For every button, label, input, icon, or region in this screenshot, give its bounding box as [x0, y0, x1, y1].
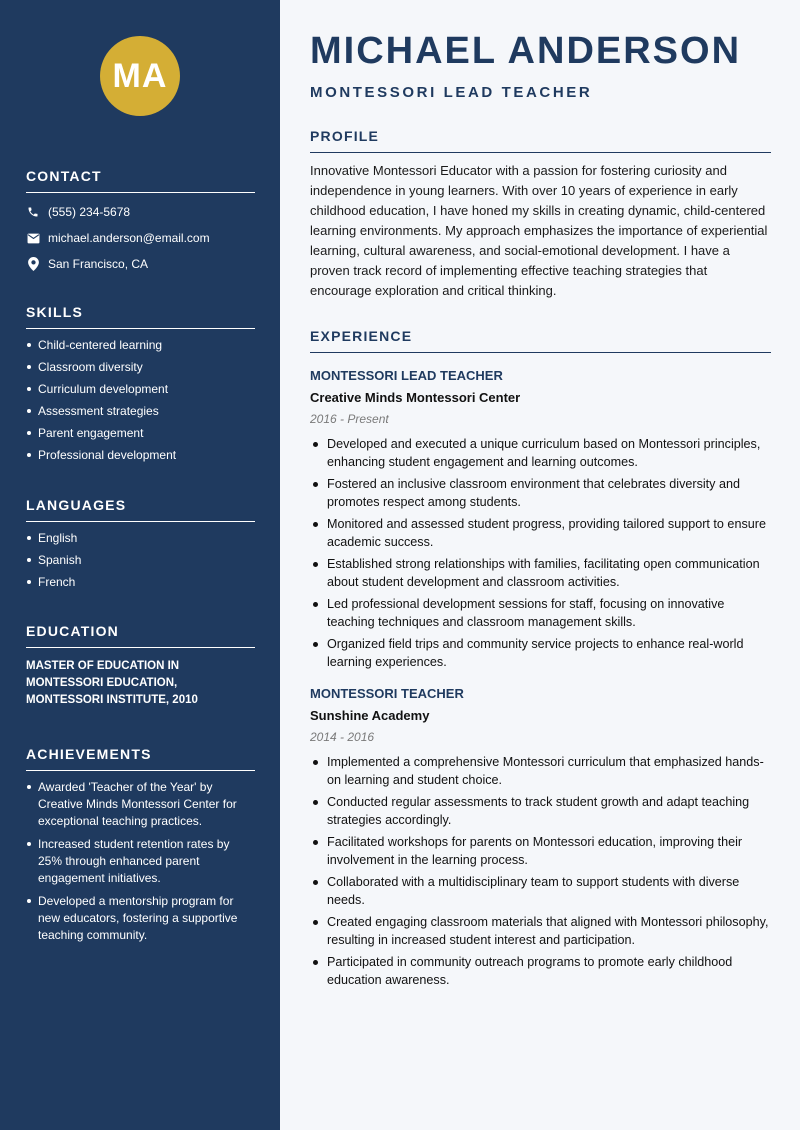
skills-section — [26, 304, 255, 463]
job-bullet: Developed and executed a unique curriculum based on Montessori principles, enhancing student engagement and learning outcomes. — [310, 435, 771, 471]
avatar: MA — [100, 36, 180, 116]
map-pin-icon — [26, 257, 40, 271]
achievements-section — [26, 746, 255, 944]
skills-list — [26, 337, 255, 463]
education-section — [26, 623, 255, 709]
sidebar — [0, 0, 280, 1130]
job-bullet: Conducted regular assessments to track student growth and adapt teaching strategies accordingly. — [310, 793, 771, 829]
skill-item: Assessment strategies — [26, 403, 255, 419]
skill-item: Parent engagement — [26, 425, 255, 441]
mail-icon — [26, 231, 40, 245]
language-item: Spanish — [26, 552, 255, 568]
job-entry — [310, 685, 771, 989]
skills-heading: SKILLS — [26, 304, 255, 329]
achievements-heading: ACHIEVEMENTS — [26, 746, 255, 771]
languages-list — [26, 530, 255, 590]
job-company: Creative Minds Montessori Center — [310, 390, 521, 405]
achievement-item: Awarded 'Teacher of the Year' by Creative Minds Montessori Center for exceptional teaching practices. — [26, 779, 255, 830]
experience-section — [310, 328, 771, 993]
education-entry — [26, 658, 255, 709]
job-bullets — [310, 435, 771, 671]
job-bullet: Organized field trips and community service projects to enhance real-world learning experiences. — [310, 635, 771, 671]
achievements-list — [26, 779, 255, 944]
job-bullet: Participated in community outreach programs to promote early childhood education awareness. — [310, 953, 771, 989]
job-bullets — [310, 753, 771, 989]
job-role: MONTESSORI LEAD TEACHER — [310, 368, 503, 383]
education-heading: EDUCATION — [26, 623, 255, 648]
contact-email — [26, 229, 255, 247]
contact-section — [26, 168, 255, 273]
job-bullet: Led professional development sessions for staff, focusing on innovative teaching techniques and classroom management skills. — [310, 595, 771, 631]
phone-text[interactable]: (555) 234-5678 — [48, 205, 131, 219]
language-item: French — [26, 574, 255, 590]
phone-icon — [26, 205, 40, 219]
education-degree: MASTER OF EDUCATION IN — [26, 660, 180, 672]
job-role: MONTESSORI TEACHER — [310, 686, 464, 701]
job-bullet: Collaborated with a multidisciplinary team to support students with diverse needs. — [310, 873, 771, 909]
candidate-name: MICHAEL ANDERSON — [310, 30, 742, 72]
profile-summary: Innovative Montessori Educator with a passion for fostering curiosity and independence in young learners. With over 10 years of experience in early childhood education, I have honed my skills in creating dynamic, child-centered learning environments. My approach emphasizes the importance of experiential learning, cultural awareness, and social-emotional development. I have a proven track record of implementing effective teaching strategies that encourage exploration and critical thinking. — [310, 163, 768, 298]
job-bullet: Facilitated workshops for parents on Montessori education, improving their involvement in the learning process. — [310, 833, 771, 869]
contact-location — [26, 255, 255, 273]
languages-heading: LANGUAGES — [26, 497, 255, 522]
achievement-item: Developed a mentorship program for new educators, fostering a supportive teaching community. — [26, 893, 255, 944]
job-bullet: Created engaging classroom materials that aligned with Montessori philosophy, resulting in increased student interest and participation. — [310, 913, 771, 949]
profile-section — [310, 128, 771, 301]
email-text[interactable]: michael.anderson@email.com — [48, 231, 210, 245]
skill-item: Professional development — [26, 447, 255, 463]
languages-section — [26, 497, 255, 590]
language-item: English — [26, 530, 255, 546]
job-bullet: Fostered an inclusive classroom environment that celebrates diversity and promotes respect among students. — [310, 475, 771, 511]
skill-item: Classroom diversity — [26, 359, 255, 375]
candidate-title: MONTESSORI LEAD TEACHER — [310, 84, 593, 101]
education-school: MONTESSORI INSTITUTE, 2010 — [26, 694, 198, 706]
profile-heading: PROFILE — [310, 128, 771, 153]
job-bullet: Monitored and assessed student progress, providing tailored support to ensure academic success. — [310, 515, 771, 551]
contact-phone — [26, 203, 255, 221]
skill-item: Child-centered learning — [26, 337, 255, 353]
job-dates: 2016 - Present — [310, 412, 389, 426]
contact-heading: CONTACT — [26, 168, 255, 193]
job-bullet: Established strong relationships with families, facilitating open communication about student development and classroom activities. — [310, 555, 771, 591]
job-company: Sunshine Academy — [310, 708, 430, 723]
skill-item: Curriculum development — [26, 381, 255, 397]
experience-heading: EXPERIENCE — [310, 328, 771, 353]
job-dates: 2014 - 2016 — [310, 730, 375, 744]
location-text: San Francisco, CA — [48, 257, 149, 271]
education-field: MONTESSORI EDUCATION, — [26, 677, 178, 689]
job-bullet: Implemented a comprehensive Montessori curriculum that emphasized hands-on learning and student choice. — [310, 753, 771, 789]
achievement-item: Increased student retention rates by 25% through enhanced parent engagement initiatives. — [26, 836, 255, 887]
job-entry — [310, 367, 771, 671]
